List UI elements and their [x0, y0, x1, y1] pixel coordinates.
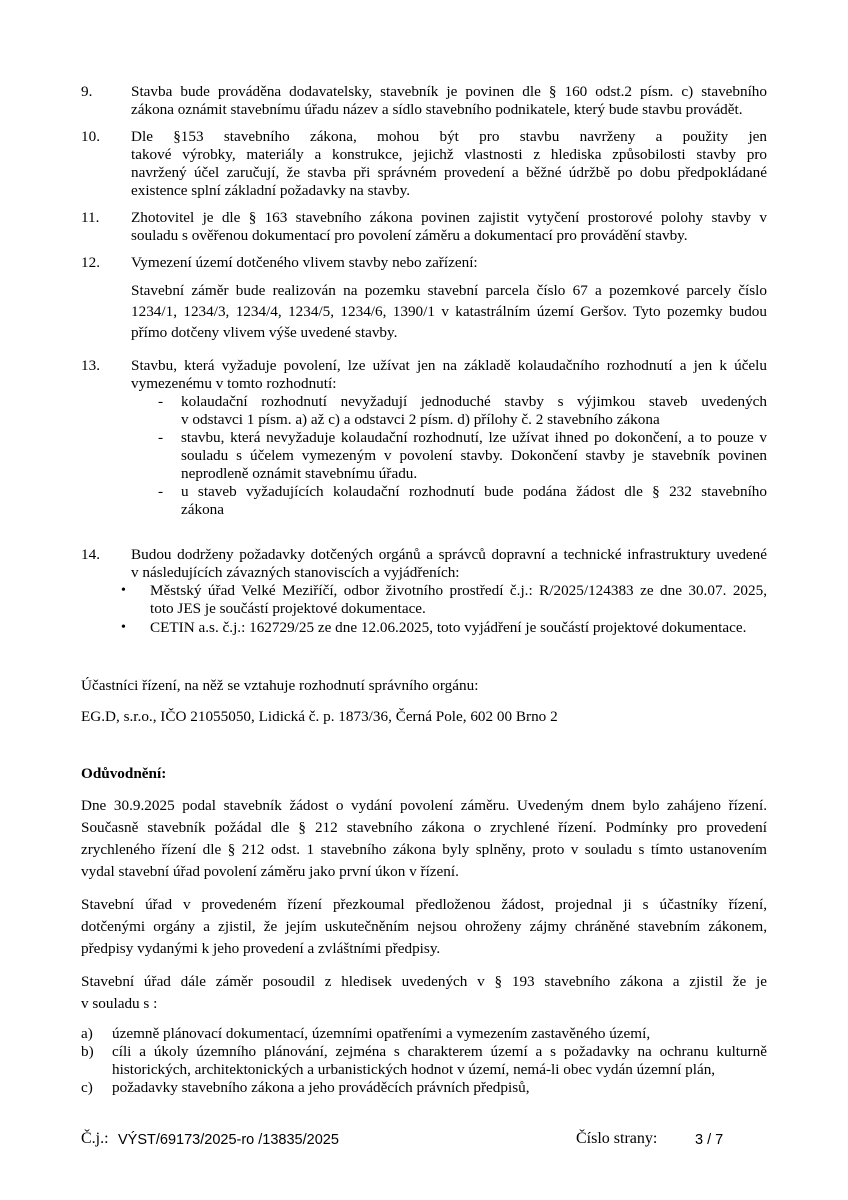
- item-text-line: Stavba bude prováděna dodavatelsky, stavebník je povinen dle § 160 odst.2 písm. c) stavebního: [131, 83, 767, 100]
- paragraph-line: Současně stavebník požádal dle § 212 stavebního zákona o zrychlené řízení. Podmínky pro provedení: [81, 819, 767, 836]
- participant-entry: EG.D, s.r.o., IČO 21055050, Lidická č. p. 1873/36, Černá Pole, 602 00 Brno 2: [81, 708, 558, 725]
- lettered-item-line: územně plánovací dokumentací, územními opatřeními a vymezením zastavěného území,: [112, 1025, 651, 1042]
- item-number: 12.: [81, 254, 100, 271]
- item-label: c): [81, 1079, 93, 1096]
- item-text-line: Stavbu, která vyžaduje povolení, lze užívat jen na základě kolaudačního rozhodnutí a jen k účelu: [131, 357, 767, 374]
- item-text-line: v následujících závazných stanoviscích a vyjádřeních:: [131, 564, 460, 581]
- item-number: 14.: [81, 546, 100, 563]
- item-paragraph-line: Stavební záměr bude realizován na pozemku stavební parcela číslo 67 a pozemkové parcely číslo: [131, 282, 767, 299]
- paragraph-line: Dne 30.9.2025 podal stavebník žádost o vydání povolení záměru. Uvedeným dnem bylo zahájeno řízení.: [81, 797, 767, 814]
- reference-number: VÝST/69173/2025-ro /13835/2025: [118, 1132, 339, 1148]
- item-text-line: Budou dodrženy požadavky dotčených orgánů a správců dopravní a technické infrastruktury uvedené: [131, 546, 767, 563]
- item-number: 13.: [81, 357, 100, 374]
- item-text-line: Dle §153 stavebního zákona, mohou být pro stavbu navrženy a použity jen: [131, 128, 767, 145]
- page-number-label: Číslo strany:: [576, 1130, 658, 1147]
- paragraph-line: dotčenými orgány a zjistil, že jejím uskutečněním nejsou ohroženy zájmy chráněné stavebním zákonem,: [81, 918, 767, 935]
- bullet-item-line: CETIN a.s. č.j.: 162729/25 ze dne 12.06.2025, toto vyjádření je součástí projektové dokumentace.: [150, 619, 747, 636]
- item-text-line: zákona oznámit stavebnímu úřadu název a sídlo stavebního podnikatele, který bude stavbu provádět.: [131, 101, 743, 118]
- paragraph-line: v souladu s :: [81, 995, 158, 1012]
- paragraph-line: Stavební úřad dále záměr posoudil z hledisek uvedených v § 193 stavebního zákona a zjistil že je: [81, 973, 767, 990]
- paragraph-line: vydal stavební úřad povolení záměru jako první úkon v řízení.: [81, 863, 459, 880]
- bullet-icon: •: [121, 620, 126, 635]
- item-text-line: existence splní základní požadavky na stavby.: [131, 182, 411, 199]
- item-label: b): [81, 1043, 94, 1060]
- page-number: 3 / 7: [695, 1132, 724, 1148]
- item-number: 11.: [81, 209, 100, 226]
- dash-item-line: v odstavci 1 písm. a) až c) a odstavci 2 písm. d) přílohy č. 2 stavebního zákona: [181, 411, 660, 428]
- dash-item-line: stavbu, která nevyžaduje kolaudační rozhodnutí, lze užívat ihned po dokončení, a to pouze v: [181, 429, 767, 446]
- item-text-line: souladu s ověřenou dokumentací pro povolení záměru a dokumentací pro provádění stavby.: [131, 227, 688, 244]
- dash-marker: -: [158, 483, 164, 500]
- item-paragraph-line: 1234/1, 1234/3, 1234/4, 1234/5, 1234/6, 1390/1 v katastrálním území Geršov. Tyto pozemky budou: [131, 303, 767, 320]
- item-text-line: vymezenému v tomto rozhodnutí:: [131, 375, 337, 392]
- item-number: 9.: [81, 83, 93, 100]
- dash-item-line: neprodleně oznámit stavebnímu úřadu.: [181, 465, 418, 482]
- bullet-item-line: Městský úřad Velké Meziříčí, odbor životního prostředí č.j.: R/2025/124383 ze dne 30.07. 2025,: [150, 582, 767, 599]
- item-text-line: takové výrobky, materiály a konstrukce, jejichž vlastnosti z hlediska způsobilosti stavby pro: [131, 146, 767, 163]
- item-text-line: navržený účel zaručují, že stavba při správném provedení a běžné údržbě po dobu předpokládané: [131, 164, 767, 181]
- dash-item-line: kolaudační rozhodnutí nevyžadují jednoduché stavby s výjimkou staveb uvedených: [181, 393, 767, 410]
- bullet-item-line: toto JES je součástí projektové dokumentace.: [150, 600, 426, 617]
- item-paragraph-line: přímo dotčeny vlivem výše uvedené stavby.: [131, 324, 398, 341]
- lettered-item-line: cíli a úkoly územního plánování, zejména s charakterem území a s požadavky na ochranu kulturně: [112, 1043, 767, 1060]
- paragraph-line: Stavební úřad v provedeném řízení přezkoumal předloženou žádost, projednal ji s účastníky řízení,: [81, 896, 767, 913]
- dash-marker: -: [158, 429, 164, 446]
- dash-marker: -: [158, 393, 164, 410]
- bullet-icon: •: [121, 583, 126, 598]
- item-label: a): [81, 1025, 93, 1042]
- justification-heading: Odůvodnění:: [81, 765, 167, 782]
- lettered-item-line: požadavky stavebního zákona a jeho prováděcích právních předpisů,: [112, 1079, 530, 1096]
- item-text-line: Zhotovitel je dle § 163 stavebního zákona povinen zajistit vytyčení prostorové polohy stavby v: [131, 209, 767, 226]
- dash-item-line: zákona: [181, 501, 225, 518]
- paragraph-line: předpisy vydanými k jeho provedení a zvláštními předpisy.: [81, 940, 441, 957]
- item-text-line: Vymezení území dotčeného vlivem stavby nebo zařízení:: [131, 254, 478, 271]
- dash-item-line: u staveb vyžadujících kolaudační rozhodnutí bude podána žádost dle § 232 stavebního: [181, 483, 767, 500]
- lettered-item-line: historických, architektonických a urbanistických hodnot v území, nemá-li obec vydán územní plán,: [112, 1061, 716, 1078]
- dash-item-line: souladu s účelem vymezeným v povolení stavby. Dokončení stavby je stavebník povinen: [181, 447, 767, 464]
- paragraph-line: zrychleného řízení dle § 212 odst. 1 stavebního zákona byly splněny, proto v souladu s tímto ustanovením: [81, 841, 767, 858]
- participants-heading: Účastníci řízení, na něž se vztahuje rozhodnutí správního orgánu:: [81, 677, 479, 694]
- reference-label: Č.j.:: [81, 1130, 109, 1147]
- item-number: 10.: [81, 128, 100, 145]
